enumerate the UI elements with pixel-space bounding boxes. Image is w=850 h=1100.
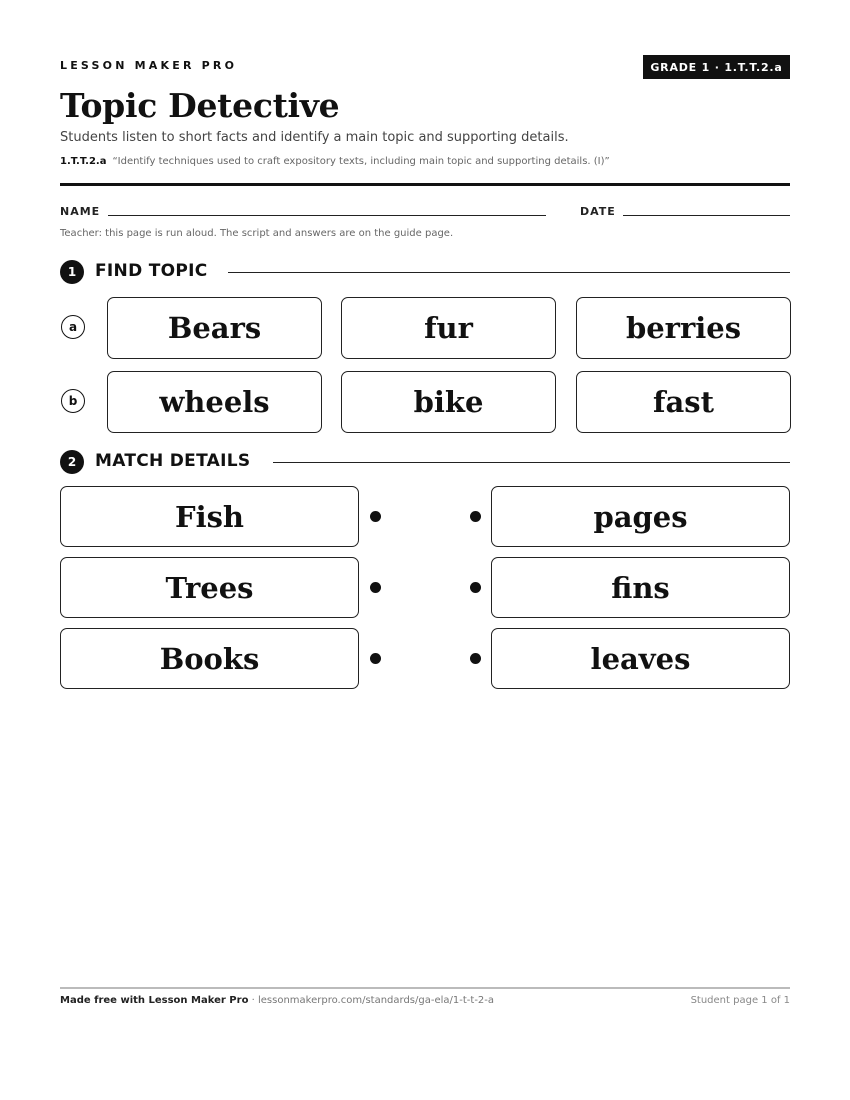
date-label: DATE: [580, 205, 616, 218]
name-label: NAME: [60, 205, 101, 218]
footer-page-number: Student page 1 of 1: [690, 995, 790, 1006]
section-1-title: FIND TOPIC: [95, 261, 220, 281]
match-left-dot[interactable]: [370, 582, 381, 593]
section-1-number: 1: [60, 260, 84, 284]
grade-badge: GRADE 1 · 1.T.T.2.a: [643, 55, 790, 79]
standard-text: “Identify techniques used to craft expository texts, including main topic and supporting details. (I)”: [112, 156, 610, 167]
section-1-header: [60, 260, 790, 284]
match-left-card[interactable]: Fish: [60, 486, 359, 547]
topic-word-card[interactable]: bike: [341, 371, 556, 433]
topic-word-card[interactable]: berries: [576, 297, 791, 359]
section-2-number: 2: [60, 450, 84, 474]
match-left-card[interactable]: Trees: [60, 557, 359, 618]
topic-word-card[interactable]: fur: [341, 297, 556, 359]
teacher-note: Teacher: this page is run aloud. The script and answers are on the guide page.: [60, 228, 454, 239]
header-divider: [60, 183, 790, 186]
footer-divider: [60, 987, 790, 989]
standard-line: [60, 156, 610, 167]
row-b-letter: b: [61, 389, 85, 413]
section-2-rule: [273, 462, 790, 463]
match-left-dot[interactable]: [370, 511, 381, 522]
match-right-dot[interactable]: [470, 653, 481, 664]
footer-credit: [60, 995, 494, 1006]
brand-name: LESSON MAKER PRO: [60, 59, 238, 72]
topic-word-card[interactable]: fast: [576, 371, 791, 433]
page-title: Topic Detective: [60, 86, 340, 125]
match-left-dot[interactable]: [370, 653, 381, 664]
match-right-card[interactable]: leaves: [491, 628, 790, 689]
section-1-rule: [228, 272, 790, 273]
match-left-card[interactable]: Books: [60, 628, 359, 689]
page-subtitle: Students listen to short facts and identify a main topic and supporting details.: [60, 130, 569, 145]
match-right-dot[interactable]: [470, 582, 481, 593]
date-field[interactable]: [623, 215, 790, 216]
section-2-header: [60, 450, 790, 474]
topic-word-card[interactable]: Bears: [107, 297, 322, 359]
match-right-card[interactable]: fins: [491, 557, 790, 618]
footer-url[interactable]: lessonmakerpro.com/standards/ga-ela/1-t-t-2-a: [257, 995, 495, 1006]
footer-separator: ·: [248, 995, 258, 1006]
standard-code: 1.T.T.2.a: [60, 156, 107, 167]
topic-word-card[interactable]: wheels: [107, 371, 322, 433]
match-right-card[interactable]: pages: [491, 486, 790, 547]
match-right-dot[interactable]: [470, 511, 481, 522]
section-2-title: MATCH DETAILS: [95, 451, 262, 471]
footer-made-with: Made free with Lesson Maker Pro: [60, 995, 249, 1006]
name-field[interactable]: [108, 215, 546, 216]
row-a-letter: a: [61, 315, 85, 339]
